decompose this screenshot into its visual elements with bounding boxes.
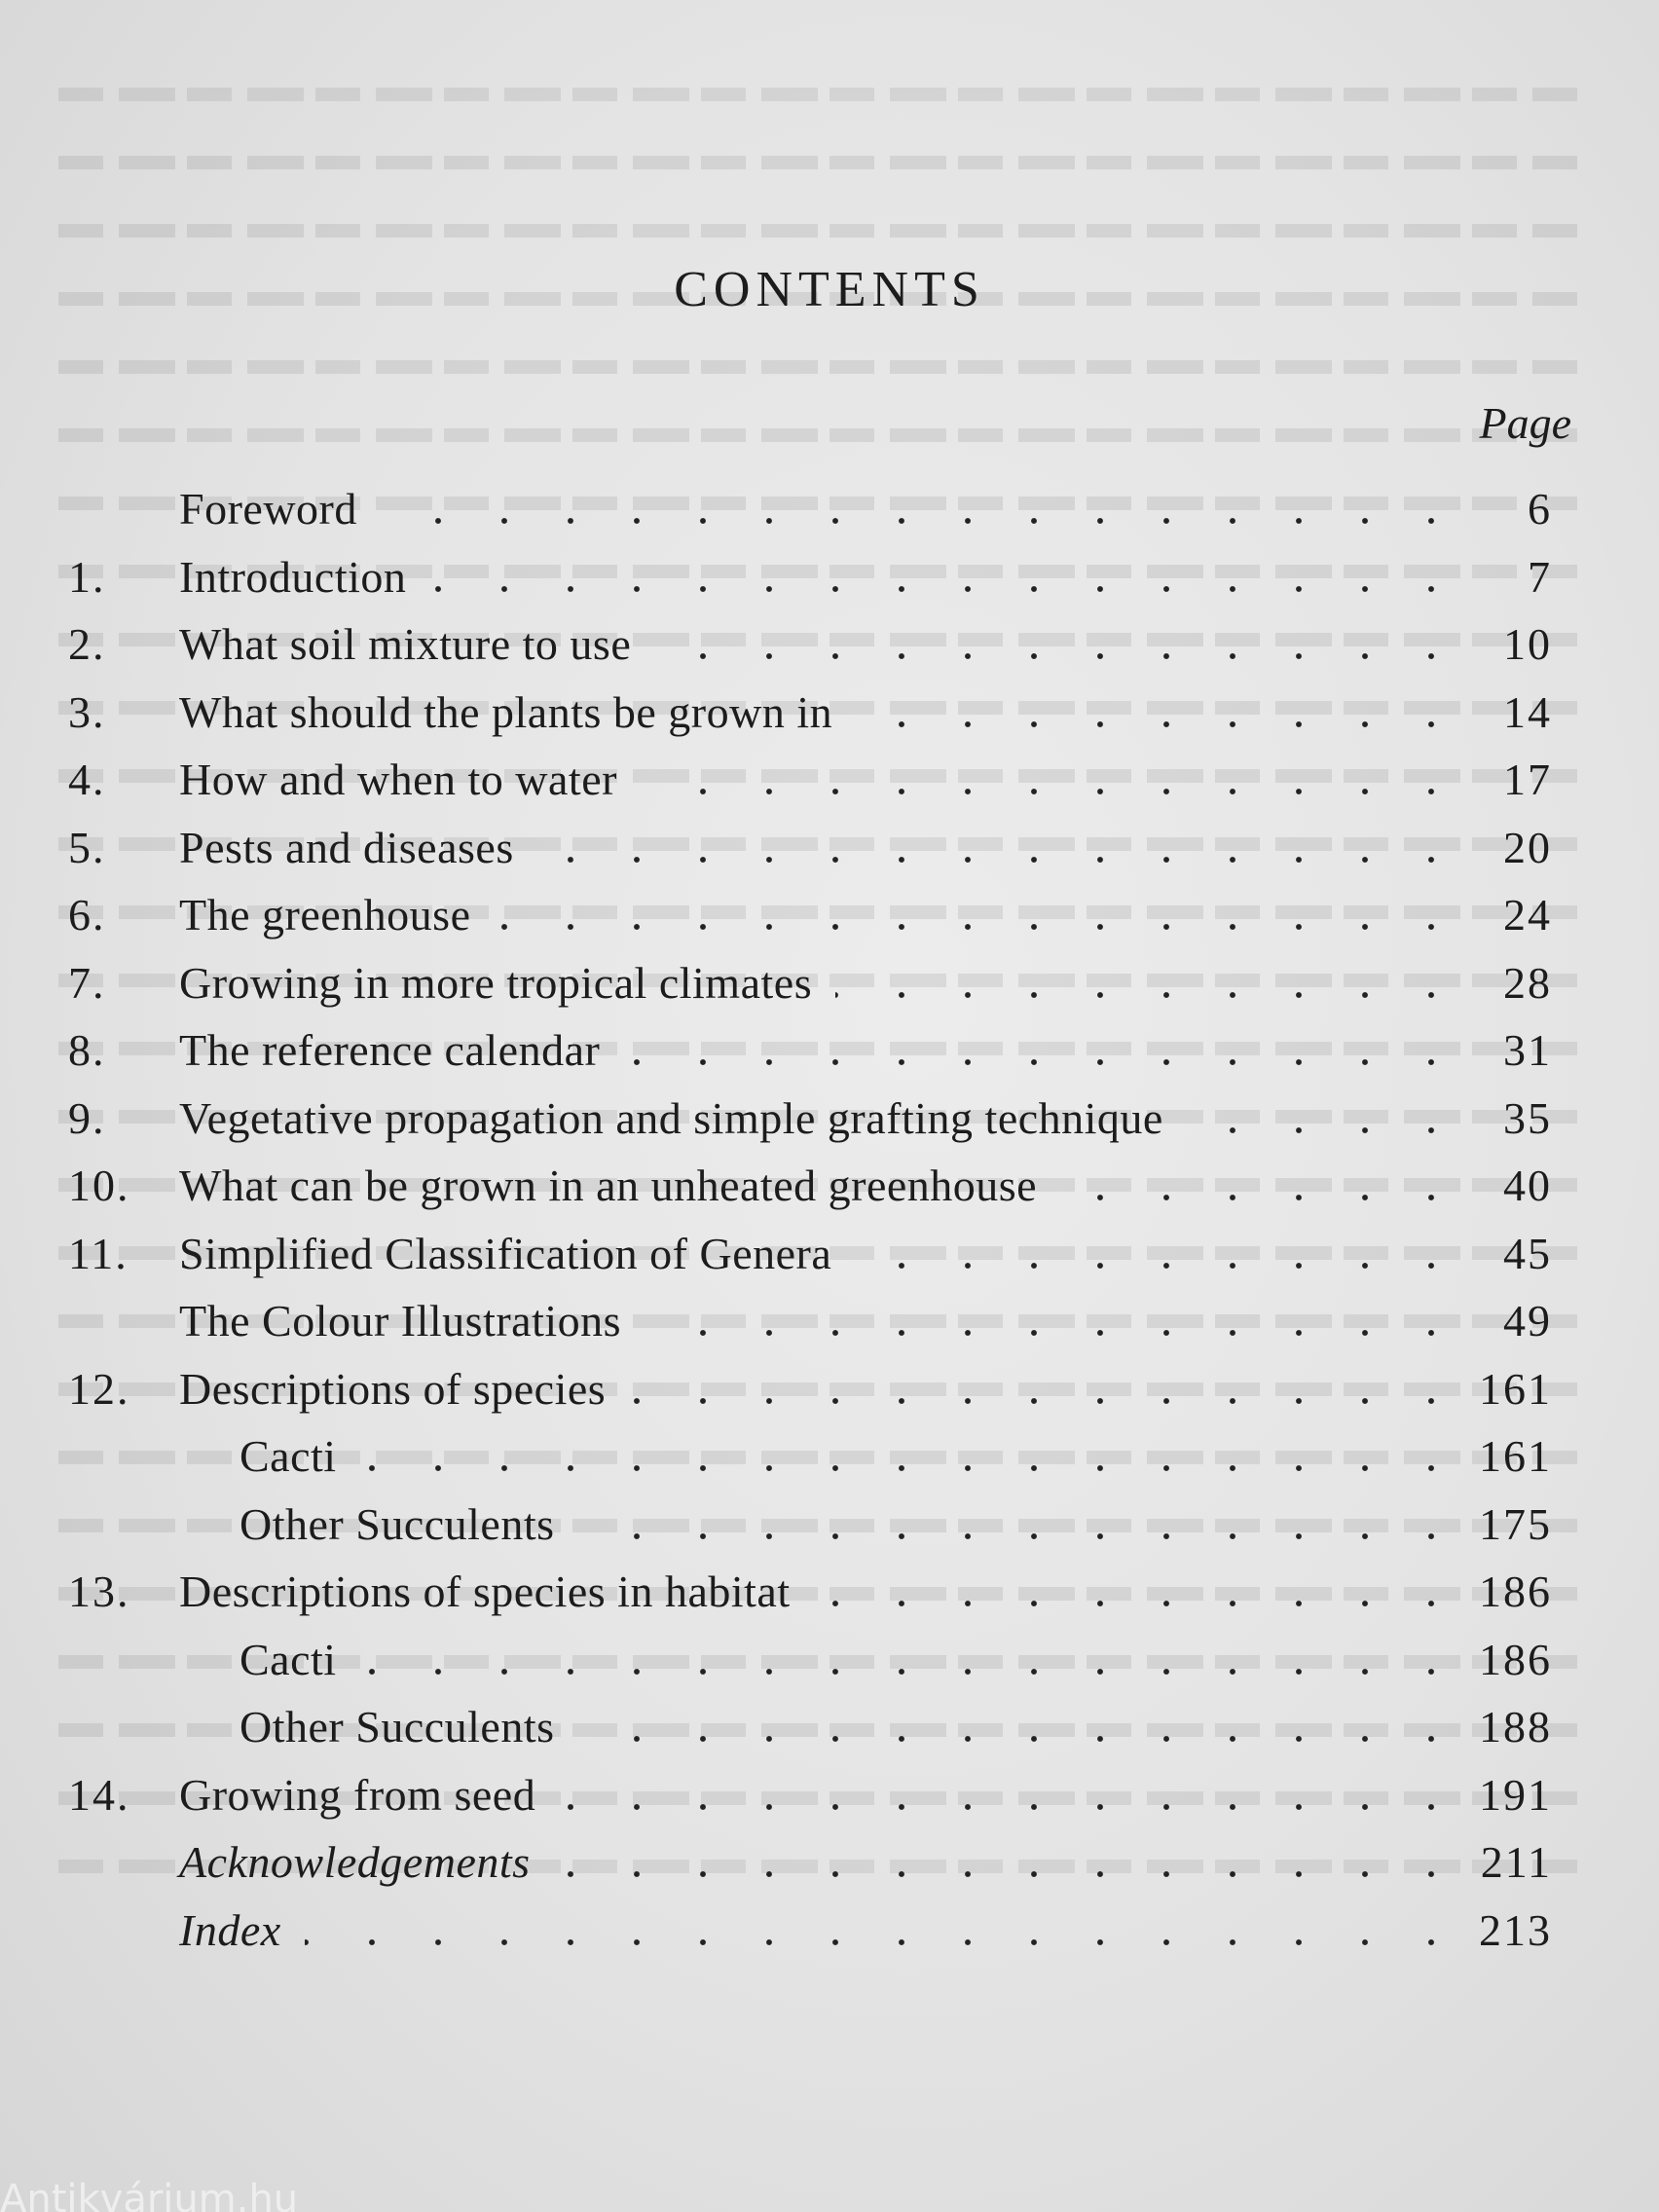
entry-title: Cacti [240, 1635, 337, 1684]
entry-title: How and when to water [179, 755, 617, 804]
toc-entry [0, 951, 1659, 1015]
page-number: 186 [1479, 1635, 1552, 1684]
dot-leader [623, 1018, 1464, 1083]
page-number: 191 [1479, 1770, 1552, 1820]
toc-entry [0, 477, 1659, 541]
chapter-number: 10. [68, 1161, 130, 1210]
chapter-number: 14. [68, 1770, 130, 1820]
entry-title: The greenhouse [179, 890, 471, 940]
entry-title: Simplified Classification of Genera [179, 1229, 832, 1278]
toc-entry [0, 816, 1659, 880]
entry-title: Foreword [179, 484, 357, 534]
page-number: 188 [1479, 1702, 1552, 1751]
dot-leader [645, 1289, 1464, 1353]
entry-title: Growing in more tropical climates [179, 958, 813, 1008]
dot-leader [578, 1493, 1464, 1557]
page-number: 28 [1503, 958, 1552, 1008]
toc-entry [0, 748, 1659, 812]
chapter-number: 6. [68, 890, 106, 940]
toc-entry [0, 1695, 1659, 1759]
entry-title: Other Succulents [240, 1702, 555, 1751]
toc-entry [0, 1087, 1659, 1151]
page-number: 161 [1479, 1364, 1552, 1414]
page-number: 14 [1503, 687, 1552, 737]
toc-entry [0, 1289, 1659, 1353]
page-number: 161 [1479, 1431, 1552, 1481]
entry-title: What should the plants be grown in [179, 687, 833, 737]
chapter-number: 4. [68, 755, 106, 804]
entry-title: The Colour Illustrations [179, 1296, 622, 1346]
entry-title: Descriptions of species in habitat [179, 1567, 791, 1616]
toc-entry [0, 545, 1659, 609]
dot-leader [641, 748, 1464, 812]
dot-leader [1060, 1154, 1464, 1218]
page-number: 17 [1503, 755, 1552, 804]
toc-entry [0, 1154, 1659, 1218]
dot-leader [305, 1899, 1464, 1963]
toc-entry [0, 1493, 1659, 1557]
entry-title: Acknowledgements [179, 1837, 531, 1887]
chapter-number: 5. [68, 823, 106, 872]
watermark: Antikvárium.hu [0, 2177, 299, 2212]
page-number: 45 [1503, 1229, 1552, 1278]
entry-title: Vegetative propagation and simple grafting technique [179, 1093, 1163, 1143]
page-number: 20 [1503, 823, 1552, 872]
page-number: 211 [1480, 1837, 1552, 1887]
page-number: 40 [1503, 1161, 1552, 1210]
dot-leader [814, 1560, 1464, 1624]
entry-title: The reference calendar [179, 1025, 601, 1075]
dot-leader [559, 1763, 1464, 1827]
page-column-label: Page [1479, 398, 1571, 448]
dot-leader [537, 816, 1464, 880]
chapter-number: 8. [68, 1025, 106, 1075]
entry-title: Introduction [179, 552, 407, 602]
entry-title: Descriptions of species [179, 1364, 607, 1414]
page-number: 35 [1503, 1093, 1552, 1143]
toc-entry [0, 1560, 1659, 1624]
page-number: 10 [1503, 619, 1552, 669]
chapter-number: 1. [68, 552, 106, 602]
page-number: 213 [1479, 1905, 1552, 1955]
page-number: 31 [1503, 1025, 1552, 1075]
entry-title: What soil mixture to use [179, 619, 632, 669]
page-number: 6 [1528, 484, 1552, 534]
toc-entry [0, 1899, 1659, 1963]
dot-leader [381, 477, 1464, 541]
dot-leader [855, 1222, 1464, 1286]
dot-leader [360, 1424, 1464, 1489]
chapter-number: 3. [68, 687, 106, 737]
entry-title: Cacti [240, 1431, 337, 1481]
dot-leader [629, 1357, 1464, 1421]
chapter-number: 13. [68, 1567, 130, 1616]
chapter-number: 12. [68, 1364, 130, 1414]
toc-entry [0, 1357, 1659, 1421]
dot-leader [360, 1628, 1464, 1692]
dot-leader [856, 681, 1464, 745]
toc-entry [0, 1628, 1659, 1692]
entry-title: Index [179, 1905, 281, 1955]
dot-leader [578, 1695, 1464, 1759]
entry-title: What can be grown in an unheated greenhouse [179, 1161, 1038, 1210]
page-number: 49 [1503, 1296, 1552, 1346]
toc-entry [0, 883, 1659, 947]
page-number: 186 [1479, 1567, 1552, 1616]
dot-leader [835, 951, 1464, 1015]
toc-entry [0, 1018, 1659, 1083]
chapter-number: 2. [68, 619, 106, 669]
entry-title: Other Succulents [240, 1499, 555, 1549]
dot-leader [554, 1830, 1464, 1895]
chapter-number: 9. [68, 1093, 106, 1143]
contents-heading: CONTENTS [674, 262, 985, 317]
page-number: 7 [1528, 552, 1552, 602]
dot-leader [654, 612, 1464, 677]
toc-entry [0, 1424, 1659, 1489]
dot-leader [429, 545, 1464, 609]
chapter-number: 11. [68, 1229, 129, 1278]
page-number: 175 [1479, 1499, 1552, 1549]
toc-entry [0, 612, 1659, 677]
toc-entry [0, 681, 1659, 745]
entry-title: Growing from seed [179, 1770, 536, 1820]
dot-leader [495, 883, 1464, 947]
toc-entry [0, 1830, 1659, 1895]
entry-title: Pests and diseases [179, 823, 514, 872]
dot-leader [1187, 1087, 1464, 1151]
toc-entry [0, 1222, 1659, 1286]
chapter-number: 7. [68, 958, 106, 1008]
toc-entry [0, 1763, 1659, 1827]
page-number: 24 [1503, 890, 1552, 940]
